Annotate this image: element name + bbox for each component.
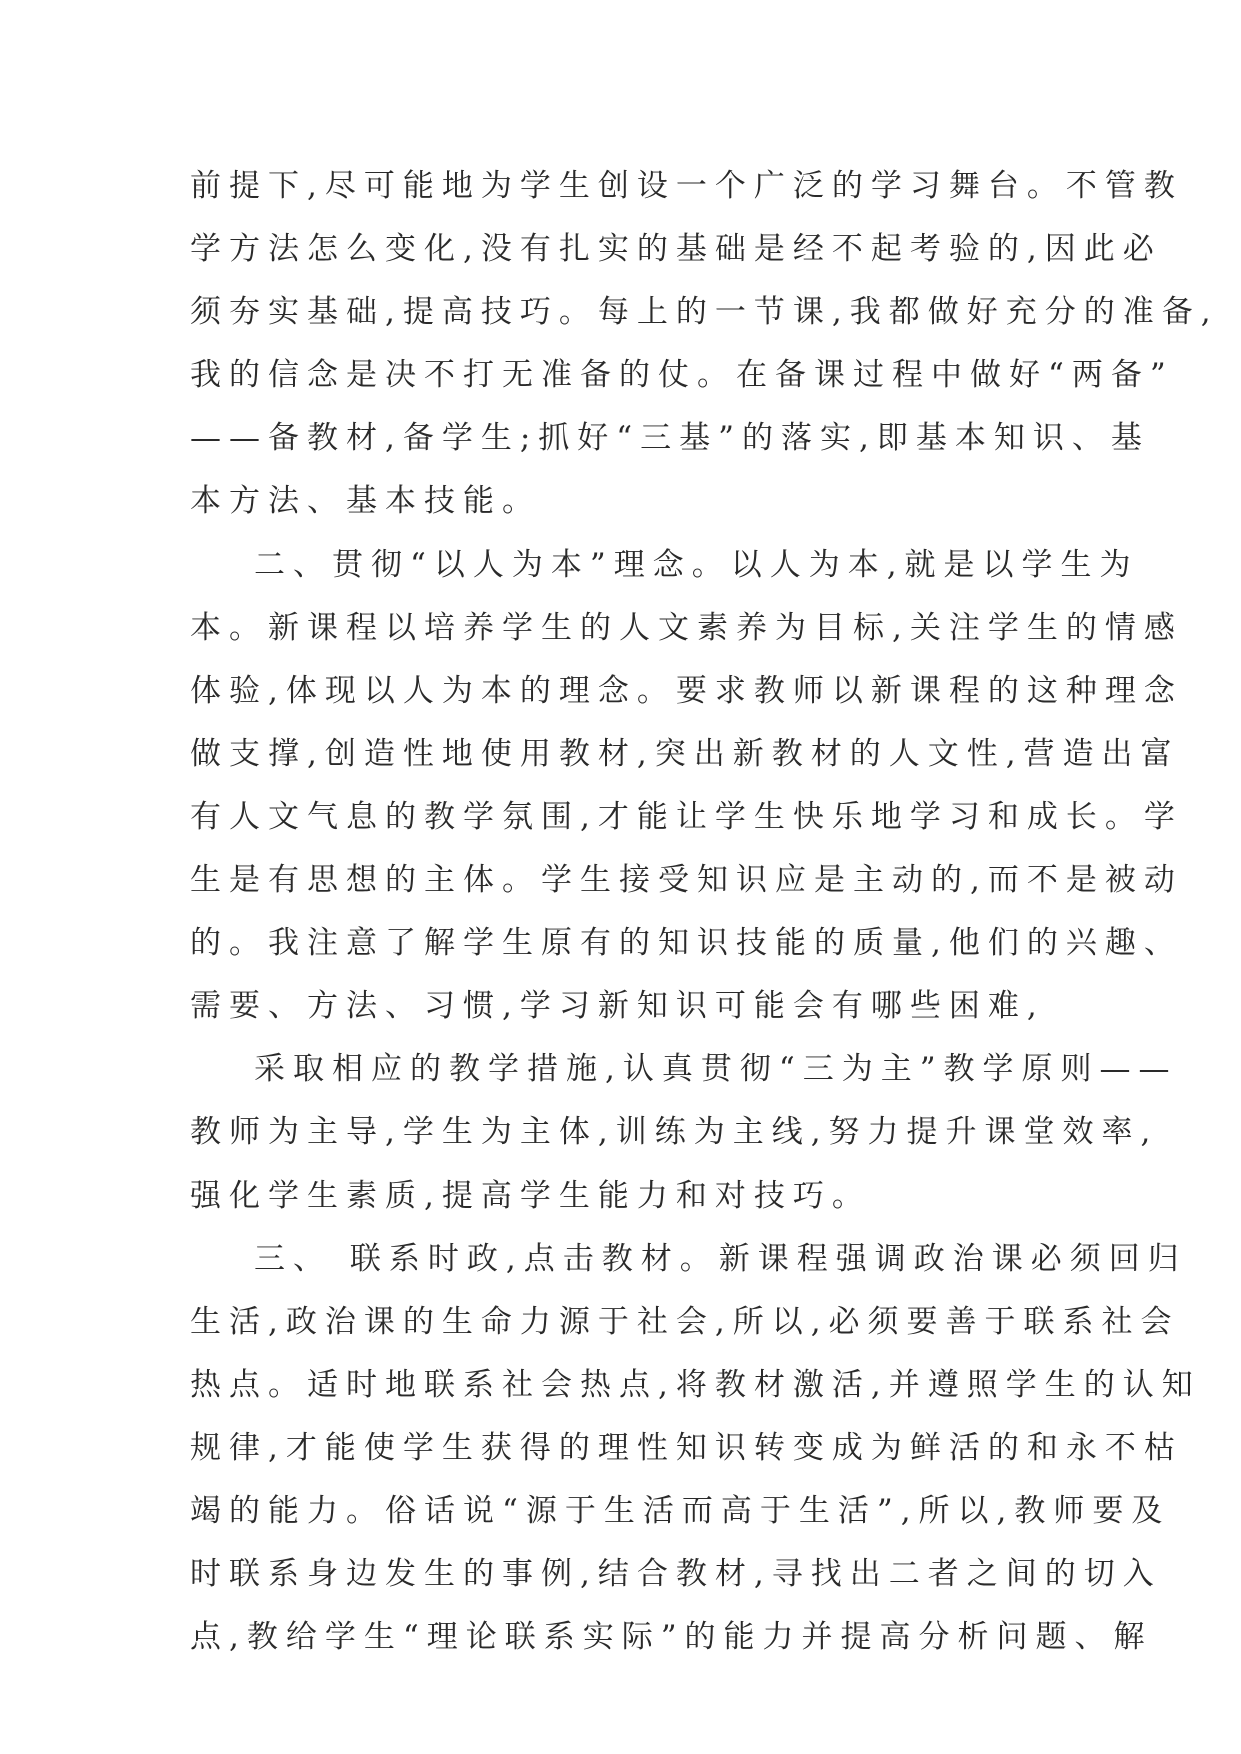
text-line: 体验,体现以人为本的理念。要求教师以新课程的这种理念 xyxy=(190,672,1183,709)
paragraph-start-line: 三、 联系时政,点击教材。新课程强调政治课必须回归 xyxy=(254,1240,1187,1277)
paragraph-start-line: 二、贯彻“以人为本”理念。以人为本,就是以学生为 xyxy=(254,546,1139,583)
text-line: 生是有思想的主体。学生接受知识应是主动的,而不是被动 xyxy=(190,862,1183,899)
text-line: 教师为主导,学生为主体,训练为主线,努力提升课堂效率, xyxy=(190,1114,1159,1151)
text-line: 生活,政治课的生命力源于社会,所以,必须要善于联系社会 xyxy=(190,1303,1180,1340)
text-line: 前提下,尽可能地为学生创设一个广泛的学习舞台。不管教 xyxy=(190,168,1183,204)
text-line: 做支撑,创造性地使用教材,突出新教材的人文性,营造出富 xyxy=(190,735,1180,772)
text-line: 本。新课程以培养学生的人文素养为目标,关注学生的情感 xyxy=(190,609,1183,646)
text-line: 时联系身边发生的事例,结合教材,寻找出二者之间的切入 xyxy=(190,1556,1162,1593)
body-text xyxy=(190,155,1219,1669)
text-line: 本方法、基本技能。 xyxy=(190,483,541,520)
text-line: 的。我注意了解学生原有的知识技能的质量,他们的兴趣、 xyxy=(190,925,1183,962)
text-line: 强化学生素质,提高学生能力和对技巧。 xyxy=(190,1177,871,1214)
text-line: 须夯实基础,提高技巧。每上的一节课,我都做好充分的准备, xyxy=(190,294,1219,331)
text-line: 需要、方法、习惯,学习新知识可能会有哪些困难, xyxy=(190,988,1045,1025)
text-line: 热点。适时地联系社会热点,将教材激活,并遵照学生的认知 xyxy=(190,1366,1201,1403)
text-line: 学方法怎么变化,没有扎实的基础是经不起考验的,因此必 xyxy=(190,231,1162,268)
text-line: 竭的能力。俗话说“源于生活而高于生活”,所以,教师要及 xyxy=(190,1492,1171,1529)
text-line: 有人文气息的教学氛围,才能让学生快乐地学习和成长。学 xyxy=(190,798,1183,835)
paragraph-start-line: 采取相应的教学措施,认真贯彻“三为主”教学原则—— xyxy=(254,1051,1178,1088)
text-line: 我的信念是决不打无准备的仗。在备课过程中做好“两备” xyxy=(190,357,1174,394)
text-line: 规律,才能使学生获得的理性知识转变成为鲜活的和永不枯 xyxy=(190,1429,1183,1466)
text-line: 点,教给学生“理论联系实际”的能力并提高分析问题、解 xyxy=(190,1619,1153,1656)
text-line: ——备教材,备学生;抓好“三基”的落实,即基本知识、基 xyxy=(190,420,1150,457)
